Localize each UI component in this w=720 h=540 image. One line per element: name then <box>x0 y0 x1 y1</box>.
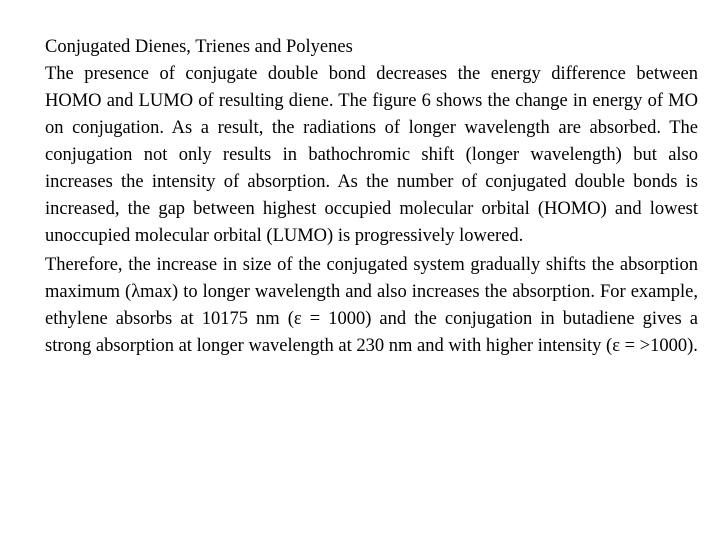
paragraph-absorption-shift: Therefore, the increase in size of the conjugated system gradually shifts the absorption maximum (λmax) to longer wavelength and also increases the absorption. For example, ethylene absorbs at 10175 nm (ε = 1000) and the conjugation in butadiene gives a strong absorption at longer wavelength at 230 nm and with higher intensity (ε = >1000). <box>45 255 698 356</box>
paragraph-homo-lumo: The presence of conjugate double bond decreases the energy difference between HOMO and LUMO of resulting diene. The figure 6 shows the change in energy of MO on conjugation. As a result, the radiations of longer wavelength are absorbed. The conjugation not only results in bathochromic shift (longer wavelength) but also increases the intensity of absorption. As the number of conjugated double bonds is increased, the gap between highest occupied molecular orbital (HOMO) and lowest unoccupied molecular orbital (LUMO) is progressively lowered. <box>45 64 698 246</box>
slide-heading: Conjugated Dienes, Trienes and Polyenes <box>45 37 353 57</box>
